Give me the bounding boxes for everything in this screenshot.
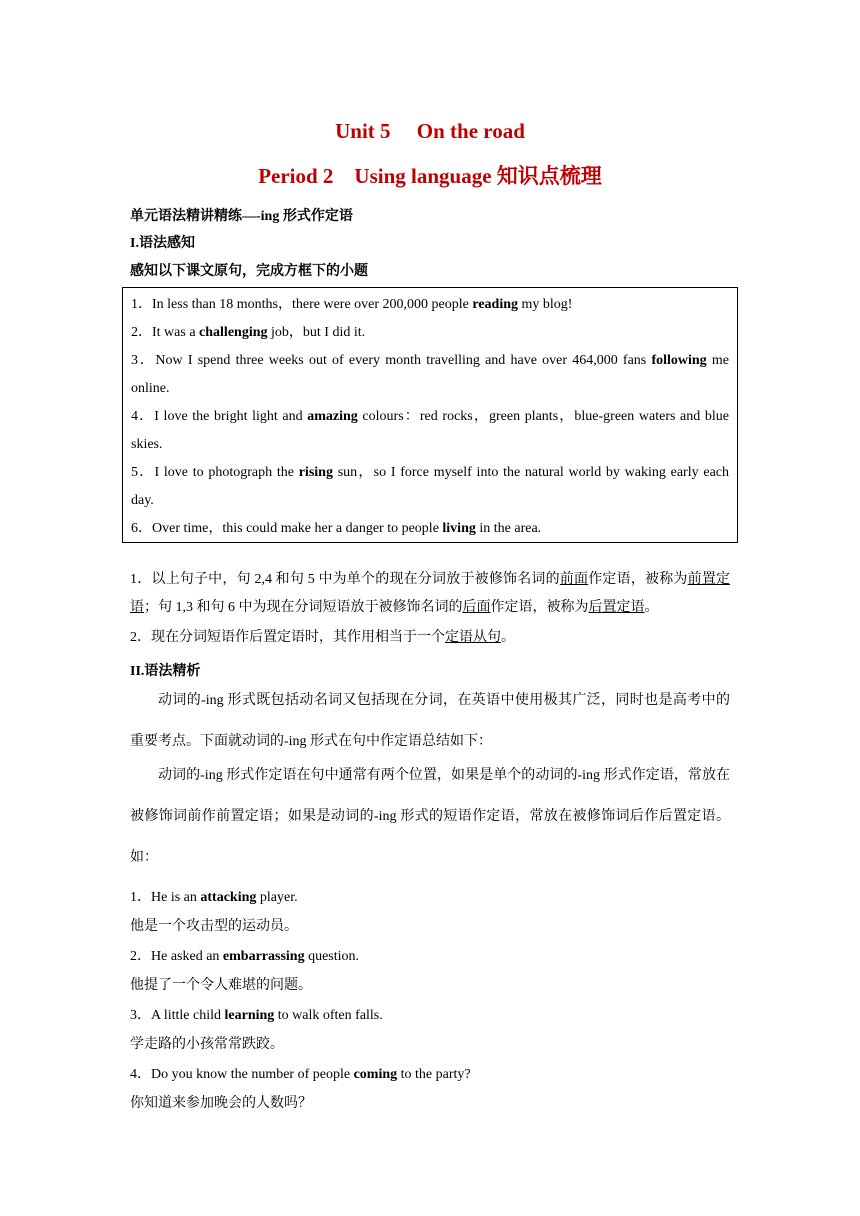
answer-blank: 后置定语 [588, 600, 645, 615]
analysis-paragraph-1: 动词的-ing 形式既包括动名词又包括现在分词，在英语中使用极其广泛，同时也是高考中的重要考点。下面就动词的-ing 形式在句中作定语总结如下： [130, 693, 730, 749]
answer-blank: 后面 [462, 600, 491, 615]
source-sentence: 1．In less than 18 months，there were over 200,000 people reading my blog! [131, 297, 573, 312]
ing-word: embarrassing [222, 949, 305, 964]
example-sentence: 3．A little child learning to walk often falls. [130, 1008, 383, 1023]
ing-word: challenging [199, 325, 268, 340]
ing-word: reading [472, 297, 519, 312]
source-sentence: 5．I love to photograph the rising sun，so I force myself into the natural world by waking early each day. [131, 465, 729, 508]
ing-word: following [651, 353, 707, 368]
analysis-paragraph-2: 动词的-ing 形式作定语在句中通常有两个位置，如果是单个的动词的-ing 形式作定语，常放在被修饰词前作前置定语；如果是动词的-ing 形式的短语作定语，常放在被修饰词后作后置定语。如： [130, 768, 730, 865]
part2-heading: II.语法精析 [130, 664, 201, 679]
part1-heading: I.语法感知 [130, 236, 195, 251]
question-1: 1．以上句子中，句 2,4 和句 5 中为单个的现在分词放于被修饰名词的前面作定语，被称为前置定语；句 1,3 和句 6 中为现在分词短语放于被修饰名词的后面作定语，被称为后置定语。 [130, 572, 731, 615]
example-translation: 你知道来参加晚会的人数吗？ [130, 1096, 312, 1111]
period-title: Period 2 Using language 知识点梳理 [258, 164, 602, 188]
source-sentence: 3．Now I spend three weeks out of every month travelling and have over 464,000 fans following me online. [131, 353, 729, 396]
example-sentence: 4．Do you know the number of people coming to the party? [130, 1067, 471, 1082]
answer-blank: 前面 [559, 572, 589, 587]
ing-word: coming [353, 1067, 398, 1082]
ing-word: rising [298, 465, 333, 480]
question-2: 2．现在分词短语作后置定语时，其作用相当于一个定语从句。 [130, 630, 515, 645]
ing-word: living [442, 521, 476, 536]
ing-word: learning [224, 1008, 275, 1023]
example-translation: 学走路的小孩常常跌跤。 [130, 1037, 284, 1052]
part1-instruction: 感知以下课文原句，完成方框下的小题 [130, 264, 368, 279]
example-translation: 他提了一个令人难堪的问题。 [130, 978, 312, 993]
ing-word: attacking [200, 890, 257, 905]
unit-title: Unit 5 On the road [335, 119, 525, 143]
example-sentence: 1．He is an attacking player. [130, 890, 298, 905]
source-sentence: 2．It was a challenging job，but I did it. [131, 325, 366, 340]
source-sentence: 6．Over time，this could make her a danger to people living in the area. [131, 521, 542, 536]
source-sentences-box [122, 287, 738, 543]
ing-word: amazing [307, 409, 358, 424]
answer-blank: 前置定语 [130, 572, 731, 615]
example-translation: 他是一个攻击型的运动员。 [130, 919, 298, 934]
answer-blank: 定语从句 [445, 630, 501, 645]
section-heading: 单元语法精讲精练—-ing 形式作定语 [130, 209, 353, 224]
source-sentence: 4．I love the bright light and amazing colours：red rocks，green plants，blue-green waters and blue skies. [131, 409, 729, 452]
example-sentence: 2．He asked an embarrassing question. [130, 949, 360, 964]
